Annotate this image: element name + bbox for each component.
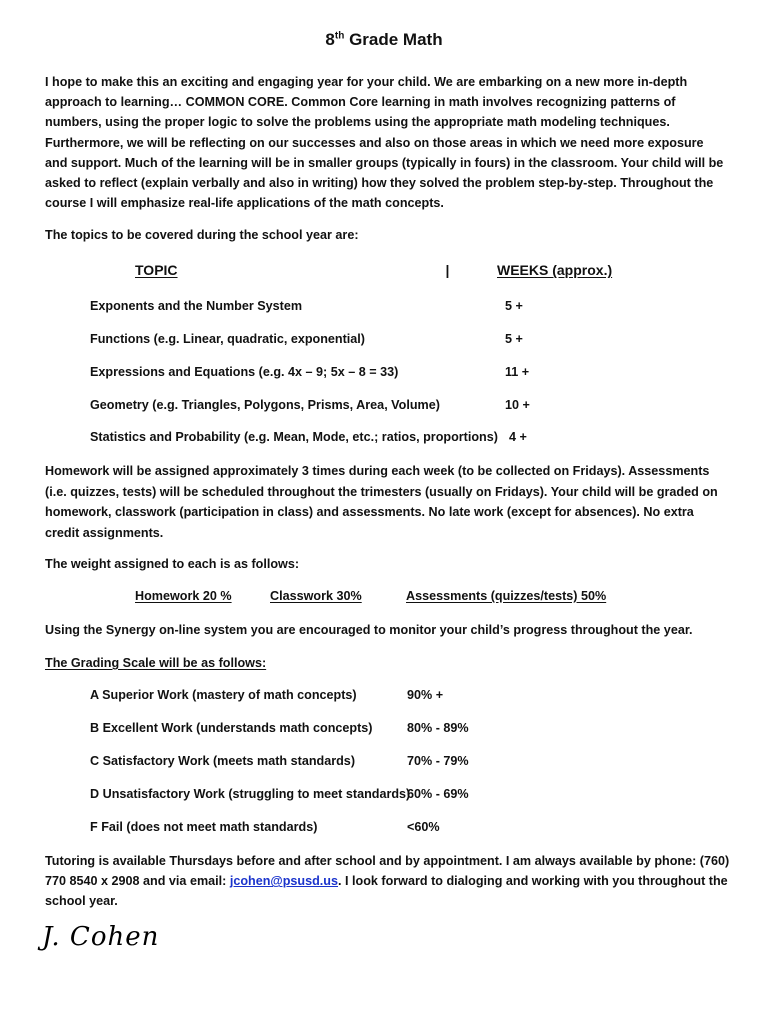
title-grade-number: 8 [325,30,335,49]
grading-scale-title: The Grading Scale will be as follows: [45,656,267,670]
grade-label: C Satisfactory Work (meets math standards) [90,754,356,768]
topic-row-name: Functions (e.g. Linear, quadratic, exponential) [90,332,366,346]
topic-column-header [135,262,455,278]
email-link[interactable]: jcohen@psusd.us [229,874,338,889]
grade-range: <60% [407,820,440,834]
title-text: Grade Math [349,30,443,49]
grade-label: D Unsatisfactory Work (struggling to meet standards) [90,787,411,801]
topic-header-label: TOPIC [135,262,178,278]
grade-label: A Superior Work (mastery of math concepts) [90,688,357,702]
weights-intro: The weight assigned to each is as follows: [45,557,300,571]
topics-intro: The topics to be covered during the school year are: [45,228,359,242]
topic-row-name: Expressions and Equations (e.g. 4x – 9; 5x – 8 = 33) [90,365,399,379]
topic-row-name: Statistics and Probability (e.g. Mean, Mode, etc.; ratios, proportions) [90,430,498,444]
tutoring-text: Tutoring is available Thursdays before and after school and by appointment. I am always available by phone: (760) 770 8540 x 2908 and via email: [45,854,730,889]
title-superscript: th [334,30,345,42]
homework-paragraph: Homework will be assigned approximately 3 times during each week (to be collected on Fridays). Assessments (i.e. quizzes, tests) will be scheduled throughout the trimesters (usually on Fridays). Your child will be graded on homework, classwork (participation in class) and assessments. No late work (except for absences). No extra credit assignments. [45,464,718,540]
grade-label: F Fail (does not meet math standards) [90,820,318,834]
weight-homework: Homework 20 % [135,589,232,603]
topic-row-weeks: 11 + [505,365,530,379]
page-title [0,30,768,50]
tutoring-paragraph [45,851,735,912]
grade-range: 60% - 69% [407,787,469,801]
closing-text: . I look forward to dialoging and working with you throughout the school year. [45,874,728,909]
synergy-note: Using the Synergy on-line system you are encouraged to monitor your child’s progress throughout the year. [45,623,693,637]
topic-row-name: Exponents and the Number System [90,299,303,313]
signature: J. Cohen [42,922,160,952]
weeks-column-header: WEEKS (approx.) [497,262,613,278]
topic-row-name: Geometry (e.g. Triangles, Polygons, Prisms, Area, Volume) [90,398,440,412]
grade-range: 90% + [407,688,444,702]
grade-range: 80% - 89% [407,721,469,735]
topic-row-weeks: 5 + [505,332,523,346]
weight-classwork: Classwork 30% [270,589,362,603]
topic-row-weeks: 10 + [505,398,530,412]
grade-label: B Excellent Work (understands math concepts) [90,721,373,735]
topic-row-weeks: 5 + [505,299,523,313]
header-divider: | [445,262,450,278]
grade-range: 70% - 79% [407,754,469,768]
weight-assessments: Assessments (quizzes/tests) 50% [406,589,607,603]
intro-paragraph: I hope to make this an exciting and engaging year for your child. We are embarking on a new more in-depth approach to learning… COMMON CORE. Common Core learning in math involves recognizing patterns of numbers, using the proper logic to solve the problems using the appropriate math modeling techniques. Furthermore, we will be reflecting on our successes and also on those areas in which we need more exposure and support. Much of the learning will be in smaller groups (typically in fours) in the classroom. Your child will be asked to reflect (explain verbally and also in writing) how they solved the problem step-by-step. Throughout the course I will emphasize real-life applications of the math concepts. [45,75,724,211]
topic-row-weeks: 4 + [509,430,527,444]
